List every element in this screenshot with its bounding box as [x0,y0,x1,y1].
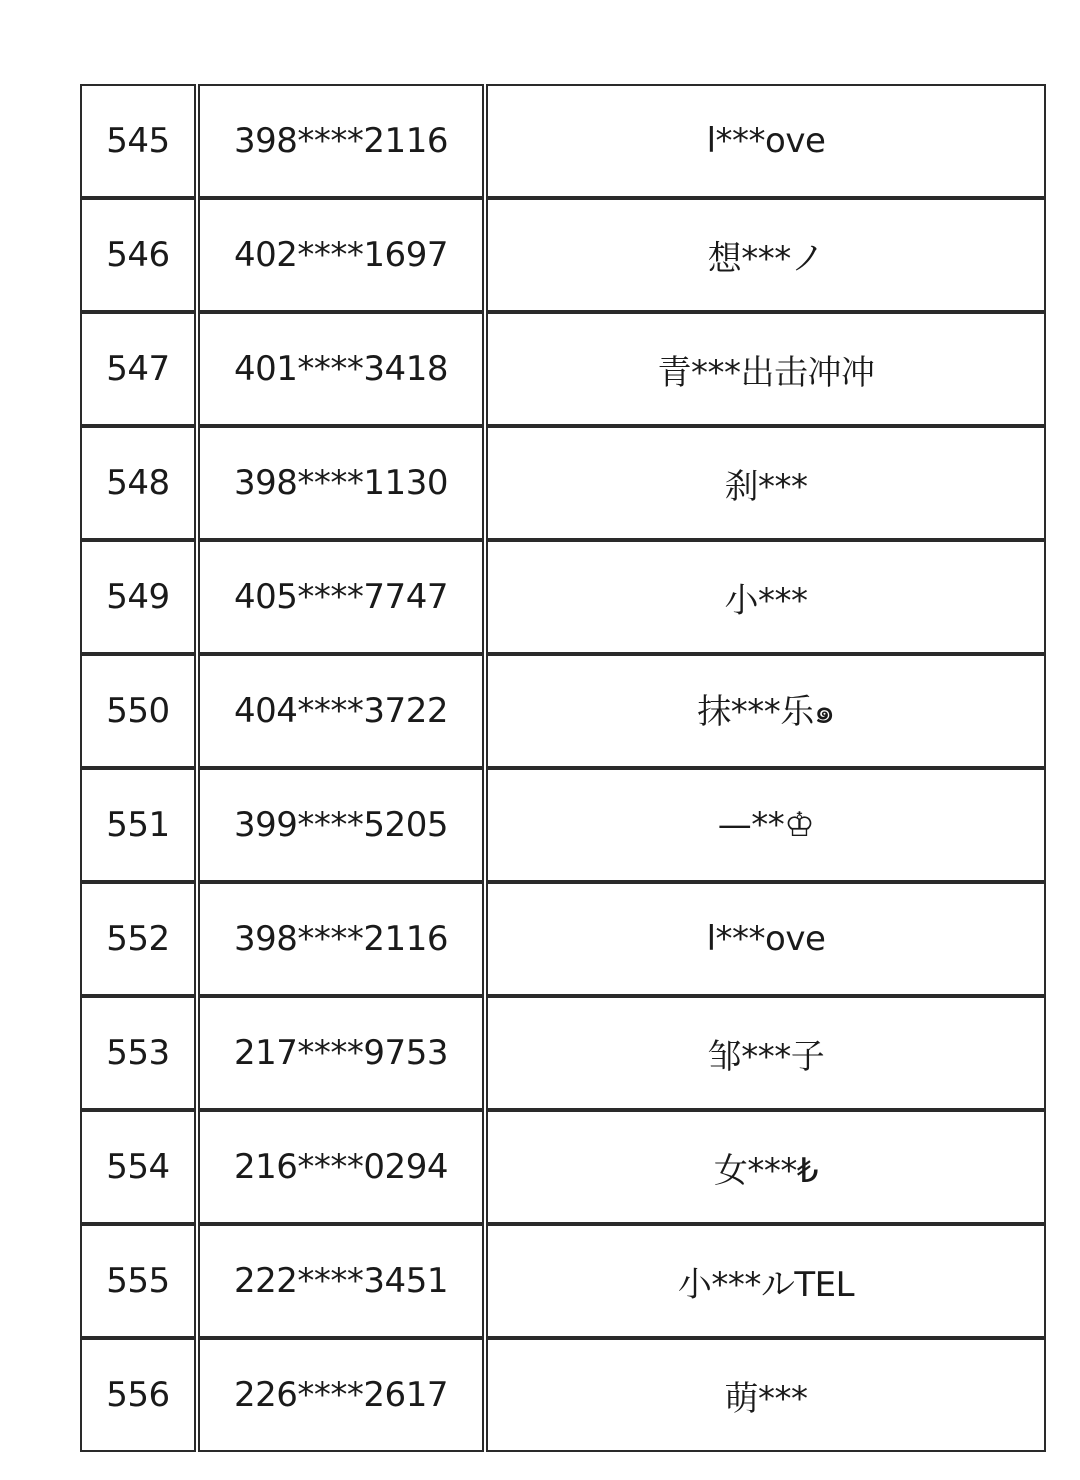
nickname-cell: 抹***乐๑ [486,654,1046,768]
nickname-cell: 萌*** [486,1338,1046,1452]
table-row [80,312,1046,426]
rank-cell: 547 [80,312,196,426]
user-id-cell: 398****2116 [198,882,484,996]
table-row [80,540,1046,654]
nickname-cell: 青***出击冲冲 [486,312,1046,426]
nickname-cell: —**♔ [486,768,1046,882]
user-id-cell: 402****1697 [198,198,484,312]
nickname-cell: l***ove [486,84,1046,198]
rank-cell: 556 [80,1338,196,1452]
rank-cell: 555 [80,1224,196,1338]
user-id-cell: 222****3451 [198,1224,484,1338]
table-row [80,768,1046,882]
user-id-cell: 399****5205 [198,768,484,882]
user-id-cell: 404****3722 [198,654,484,768]
nickname-cell: 小*** [486,540,1046,654]
nickname-cell: 邹***子 [486,996,1046,1110]
user-id-cell: 401****3418 [198,312,484,426]
table-row [80,1338,1046,1452]
rank-cell: 548 [80,426,196,540]
rank-cell: 551 [80,768,196,882]
rank-cell: 549 [80,540,196,654]
rank-cell: 546 [80,198,196,312]
table-row [80,1110,1046,1224]
ranking-table [80,84,1046,1452]
table-row [80,198,1046,312]
user-id-cell: 226****2617 [198,1338,484,1452]
nickname-cell: 刹*** [486,426,1046,540]
table-row [80,996,1046,1110]
user-id-cell: 217****9753 [198,996,484,1110]
rank-cell: 553 [80,996,196,1110]
user-id-cell: 405****7747 [198,540,484,654]
rank-cell: 552 [80,882,196,996]
nickname-cell: 想***ノ [486,198,1046,312]
table-row [80,1224,1046,1338]
table-row [80,654,1046,768]
nickname-cell: l***ove [486,882,1046,996]
user-id-cell: 398****2116 [198,84,484,198]
rank-cell: 545 [80,84,196,198]
rank-cell: 554 [80,1110,196,1224]
nickname-cell: 小***ルTEL [486,1224,1046,1338]
table-row [80,426,1046,540]
user-id-cell: 216****0294 [198,1110,484,1224]
nickname-cell: 女***₺ [486,1110,1046,1224]
user-id-cell: 398****1130 [198,426,484,540]
table-row [80,882,1046,996]
table-row [80,84,1046,198]
rank-cell: 550 [80,654,196,768]
